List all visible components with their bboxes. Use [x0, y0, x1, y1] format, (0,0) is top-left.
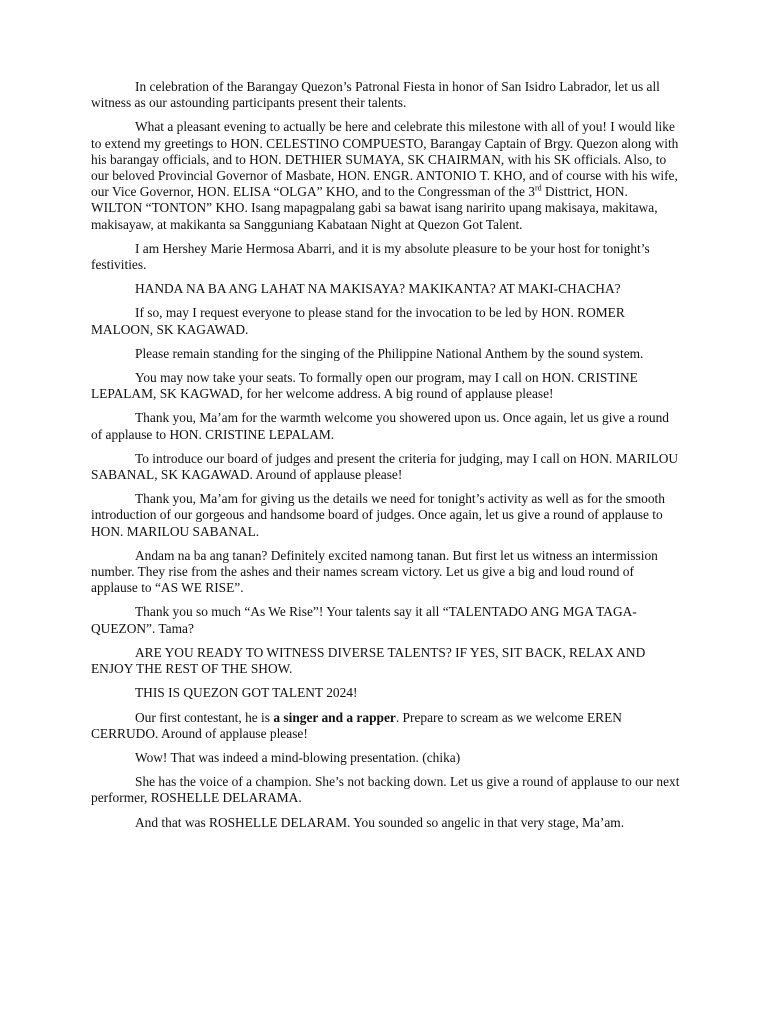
ordinal-superscript: rd [534, 183, 542, 193]
paragraph-intro: In celebration of the Barangay Quezon’s Patronal Fiesta in honor of San Isidro Labrador, let us all witness as our astounding participants present their talents. [91, 79, 660, 111]
paragraph-greetings [91, 119, 680, 232]
greetings-text-after: Disttrict, HON. WILTON “TONTON” KHO. Isang mapagpalang gabi sa bawat isang naririto upang makisaya, makitawa, makisayaw, at makikanta sa Sangguniang Kabataan Night at Quezon Got Talent. [91, 184, 658, 232]
paragraph-closing: And that was ROSHELLE DELARAM. You sounded so angelic in that very stage, Ma’am. [135, 814, 625, 830]
paragraph-intermission: Andam na ba ang tanan? Definitely excited namong tanan. But first let us witness an intermission number. They rise from the ashes and their names scream victory. Let us give a big and loud round of applause to “AS WE RISE”. [91, 547, 658, 596]
paragraph-thanks-as-we-rise: Thank you so much “As We Rise”! Your talents say it all “TALENTADO ANG MGA TAGA-QUEZON”. Tama? [91, 604, 637, 636]
paragraph-quezon-got-talent: THIS IS QUEZON GOT TALENT 2024! [135, 685, 358, 701]
paragraph-handa-na: HANDA NA BA ANG LAHAT NA MAKISAYA? MAKIKANTA? AT MAKI-CHACHA? [135, 281, 621, 297]
paragraph-first-contestant [91, 710, 680, 742]
paragraph-welcome-address: You may now take your seats. To formally open our program, may I call on HON. CRISTINE LEPALAM, SK KAGWAD, for her welcome address. A big round of applause please! [91, 370, 638, 402]
paragraph-invocation: If so, may I request everyone to please stand for the invocation to be led by HON. ROMER MALOON, SK KAGAWAD. [91, 305, 625, 337]
paragraph-next-performer: She has the voice of a champion. She’s not backing down. Let us give a round of applause to our next performer, ROSHELLE DELARAMA. [91, 774, 680, 806]
greetings-text-before: What a pleasant evening to actually be here and celebrate this milestone with all of you! I would like to extend my greetings to HON. CELESTINO COMPUESTO, Barangay Captain of Brgy. Quezon along with his barangay officials, and to HON. DETHIER SUMAYA, SK CHAIRMAN, with his SK officials. Also, to our beloved Provincial Governor of Masbate, HON. ENGR. ANTONIO T. KHO, and of course with his wife, our Vice Governor, HON. ELISA “OLGA” KHO, and to the Congressman of the 3 [91, 119, 679, 200]
paragraph-host-intro: I am Hershey Marie Hermosa Abarri, and it is my absolute pleasure to be your host for tonight’s festivities. [91, 240, 650, 273]
first-contestant-text-after: . Prepare to scream as we welcome EREN CERRUDO. Around of applause please! [91, 709, 622, 741]
paragraph-ready: ARE YOU READY TO WITNESS DIVERSE TALENTS? IF YES, SIT BACK, RELAX AND ENJOY THE REST OF THE SHOW. [91, 644, 646, 677]
paragraph-judges-intro: To introduce our board of judges and present the criteria for judging, may I call on HON. MARILOU SABANAL, SK KAGAWAD. Around of applause please! [91, 450, 679, 483]
paragraph-wow: Wow! That was indeed a mind-blowing presentation. (chika) [135, 749, 461, 765]
first-contestant-text-before: Our first contestant, he is [135, 709, 274, 725]
paragraph-national-anthem: Please remain standing for the singing of the Philippine National Anthem by the sound system. [135, 345, 644, 361]
first-contestant-bold-text: a singer and a rapper [273, 709, 396, 725]
paragraph-thanks-sabanal: Thank you, Ma’am for giving us the details we need for tonight’s activity as well as for the smooth introduction of our gorgeous and handsome board of judges. Once again, let us give a round of applause to HON. MARILOU SABANAL. [91, 491, 665, 539]
paragraph-thanks-lepalam: Thank you, Ma’am for the warmth welcome you showered upon us. Once again, let us give a round of applause to HON. CRISTINE LEPALAM. [91, 410, 669, 442]
